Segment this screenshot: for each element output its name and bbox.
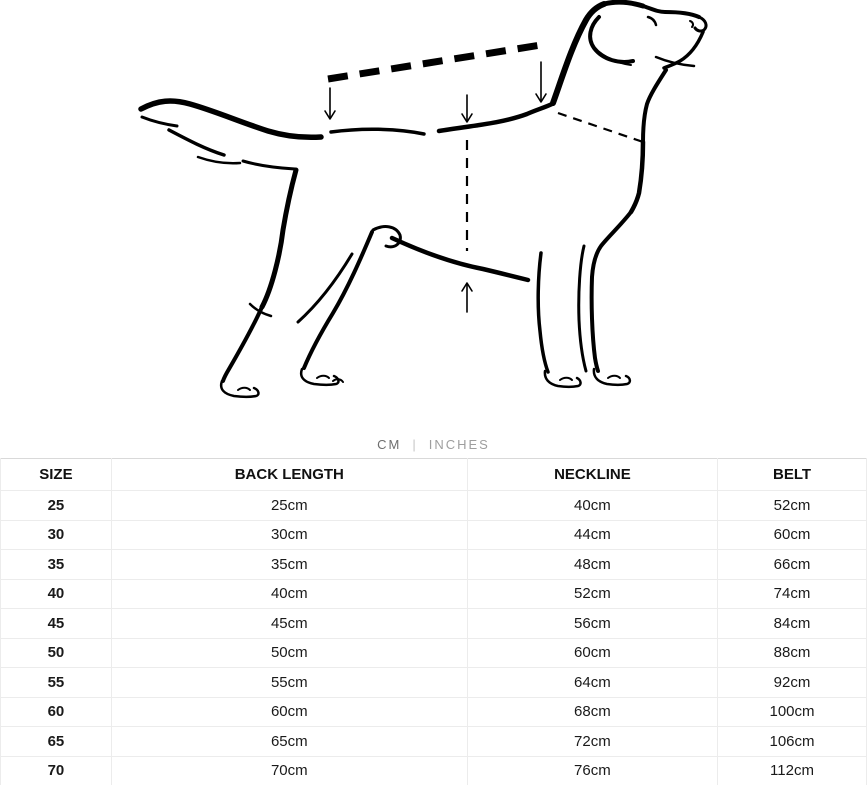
unit-toggle-cm[interactable]: CM: [377, 436, 402, 452]
tail-under-stroke: [243, 161, 295, 169]
back-length-cell: 40cm: [111, 579, 467, 609]
inner-thigh-line: [298, 254, 352, 322]
nostril: [690, 21, 693, 27]
size-cell: 35: [1, 550, 112, 580]
back-line: [439, 104, 552, 131]
size-table-header: [1, 459, 867, 491]
header-row: [1, 459, 867, 491]
table-row: [1, 579, 867, 609]
neckline-dashed-line: [558, 113, 646, 143]
neckline-cell: 56cm: [467, 609, 717, 639]
back-length-dashed-line: [328, 45, 541, 79]
tail-under-stroke: [198, 157, 240, 163]
unit-toggle-inches[interactable]: INCHES: [428, 436, 490, 452]
back-length-annotation: [325, 45, 546, 122]
size-cell: 65: [1, 727, 112, 757]
neckline-cell: 64cm: [467, 668, 717, 698]
neckline-annotation: [558, 113, 646, 143]
belt-cell: 66cm: [718, 550, 867, 580]
belt-annotation: [462, 140, 472, 312]
table-row: [1, 550, 867, 580]
back-length-cell: 60cm: [111, 697, 467, 727]
neckline-cell: 48cm: [467, 550, 717, 580]
size-cell: 40: [1, 579, 112, 609]
header-size: SIZE: [1, 459, 112, 491]
head-top-line: [604, 2, 643, 6]
table-row: [1, 697, 867, 727]
size-cell: 70: [1, 756, 112, 785]
belt-cell: 92cm: [718, 668, 867, 698]
belt-cell: 84cm: [718, 609, 867, 639]
neckline-cell: 72cm: [467, 727, 717, 757]
down-arrow: [536, 62, 546, 102]
throat-line: [643, 70, 666, 142]
neckline-cell: 52cm: [467, 579, 717, 609]
front-paw-toe: [608, 376, 620, 378]
far-front-paw-toe: [560, 378, 572, 380]
size-cell: 45: [1, 609, 112, 639]
size-cell: 55: [1, 668, 112, 698]
back-length-cell: 65cm: [111, 727, 467, 757]
down-arrow: [462, 95, 472, 122]
belt-cell: 100cm: [718, 697, 867, 727]
table-row: [1, 727, 867, 757]
hind-leg-back-line: [262, 170, 296, 307]
neckline-cell: 60cm: [467, 638, 717, 668]
table-row: [1, 491, 867, 521]
header-neckline: NECKLINE: [467, 459, 717, 491]
table-row: [1, 520, 867, 550]
size-cell: 30: [1, 520, 112, 550]
neckline-cell: 68cm: [467, 697, 717, 727]
table-row: [1, 609, 867, 639]
belt-cell: 88cm: [718, 638, 867, 668]
unit-toggle: [0, 430, 867, 458]
size-cell: 25: [1, 491, 112, 521]
tail-under-stroke: [142, 117, 177, 126]
front-leg-front-line: [592, 212, 631, 371]
back-length-cell: 70cm: [111, 756, 467, 785]
back-length-cell: 25cm: [111, 491, 467, 521]
belt-cell: 112cm: [718, 756, 867, 785]
back-length-cell: 30cm: [111, 520, 467, 550]
belt-cell: 52cm: [718, 491, 867, 521]
near-hind-paw-toe: [317, 376, 329, 378]
tail-under-stroke: [169, 130, 224, 155]
size-table: [0, 458, 867, 785]
tail-top-stroke: [141, 101, 321, 137]
header-back-length: BACK LENGTH: [111, 459, 467, 491]
size-cell: 50: [1, 638, 112, 668]
back-length-cell: 50cm: [111, 638, 467, 668]
hind-leg-front-line: [304, 232, 372, 368]
back-line: [331, 129, 424, 134]
front-leg-back-line: [579, 246, 586, 371]
flank-curl: [373, 227, 400, 247]
table-row: [1, 638, 867, 668]
belly-line: [392, 238, 528, 280]
up-arrow: [462, 283, 472, 312]
unit-toggle-separator: |: [412, 436, 418, 452]
belt-cell: 106cm: [718, 727, 867, 757]
far-front-leg-line: [538, 253, 548, 372]
muzzle-top-line: [643, 6, 699, 17]
eye: [648, 17, 656, 25]
size-cell: 60: [1, 697, 112, 727]
table-row: [1, 668, 867, 698]
belt-cell: 74cm: [718, 579, 867, 609]
neckline-cell: 40cm: [467, 491, 717, 521]
header-belt: BELT: [718, 459, 867, 491]
back-length-cell: 45cm: [111, 609, 467, 639]
size-table-body: [1, 491, 867, 785]
neckline-cell: 44cm: [467, 520, 717, 550]
neckline-cell: 76cm: [467, 756, 717, 785]
neck-front-line: [631, 142, 643, 212]
back-length-cell: 35cm: [111, 550, 467, 580]
hind-paw-toe: [238, 388, 250, 390]
nose: [695, 17, 706, 31]
table-row: [1, 756, 867, 785]
belt-cell: 60cm: [718, 520, 867, 550]
ear-outer-line: [590, 17, 633, 62]
back-length-cell: 55cm: [111, 668, 467, 698]
down-arrow: [325, 88, 335, 119]
hind-leg-hock-line: [223, 307, 262, 381]
